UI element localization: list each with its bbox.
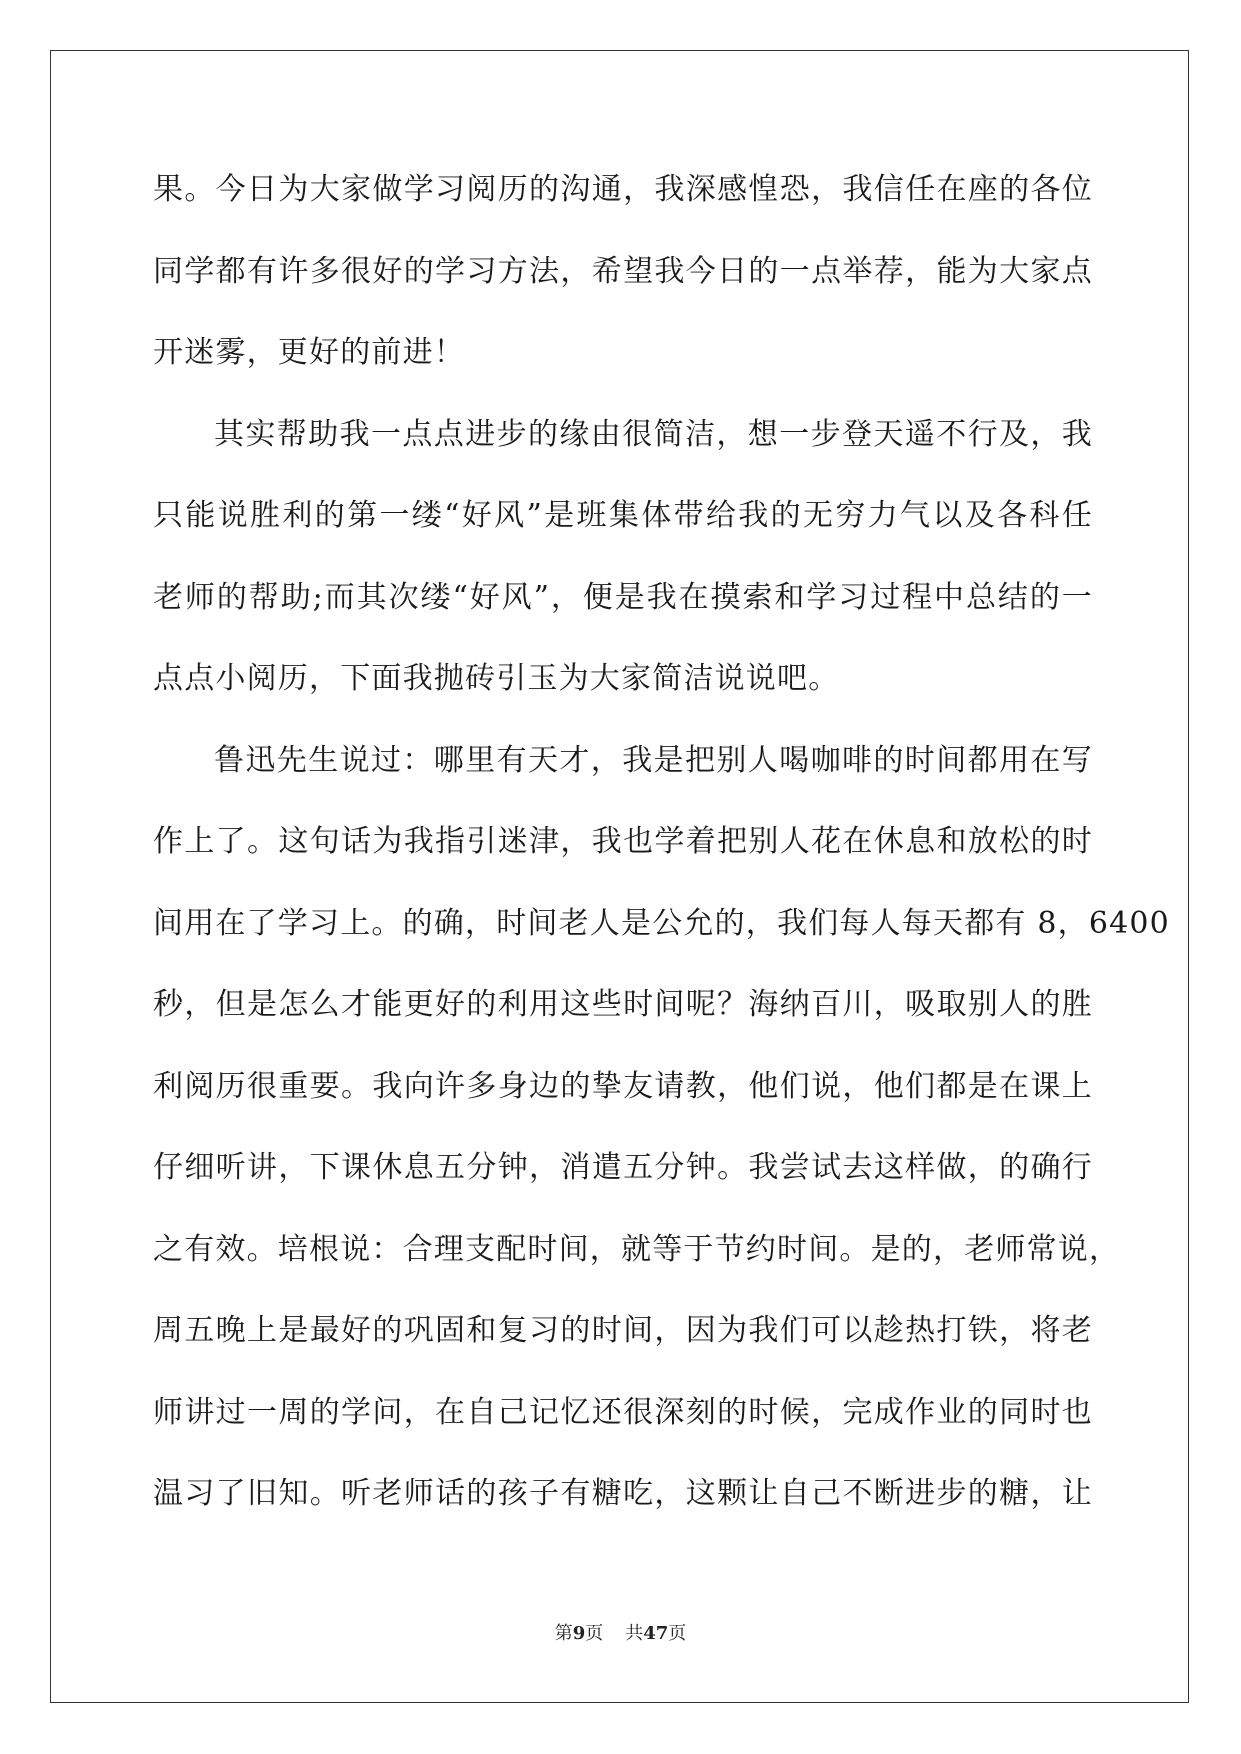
text-line: 作上了。这句话为我指引迷津，我也学着把别人花在休息和放松的时 [153,824,1093,859]
text-line: 开迷雾，更好的前进！ [153,335,465,370]
text-line: 点点小阅历，下面我抛砖引玉为大家简洁说说吧。 [153,661,840,696]
paragraph-first-line: 其实帮助我一点点进步的缘由很简洁，想一步登天遥不行及，我 [214,416,1093,452]
page-number: 9 [572,1623,586,1644]
text-line: 师讲过一周的学问，在自己记忆还很深刻的时候，完成作业的同时也 [153,1394,1093,1430]
paragraph-first-line: 鲁迅先生说过：哪里有天才，我是把别人喝咖啡的时间都用在写 [214,742,1093,778]
text-line: 间用在了学习上。的确，时间老人是公允的，我们每人每天都有 8，6400 [153,905,1170,941]
footer-page-suffix: 页 [585,1623,604,1644]
text-line: 秒，但是怎么才能更好的利用这些时间呢？海纳百川，吸取别人的胜 [153,987,1093,1022]
text-line: 之有效。培根说：合理支配时间，就等于节约时间。是的，老师常说， [153,1231,1121,1267]
page-total: 47 [643,1623,669,1644]
text-line: 周五晚上是最好的巩固和复习的时间，因为我们可以趁热打铁，将老 [153,1313,1093,1348]
footer-total-prefix: 共 [625,1623,644,1644]
text-line: 只能说胜利的第一缕“好风”是班集体带给我的无穷力气以及各科任 [153,498,1093,533]
footer-total-suffix: 页 [668,1623,687,1644]
text-line: 同学都有许多很好的学习方法，希望我今日的一点举荐，能为大家点 [153,253,1093,289]
body-text [153,160,1170,1546]
text-line: 温习了旧知。听老师话的孩子有糖吃，这颗让自己不断进步的糖，让 [153,1476,1093,1511]
page-footer [0,1622,1241,1646]
text-line: 仔细听讲，下课休息五分钟，消遣五分钟。我尝试去这样做，的确行 [153,1150,1093,1185]
text-line: 老师的帮助;而其次缕“好风”，便是我在摸索和学习过程中总结的一 [153,579,1093,615]
footer-prefix: 第 [554,1623,573,1644]
text-line: 利阅历很重要。我向许多身边的挚友请教，他们说，他们都是在课上 [153,1068,1093,1104]
text-line: 果。今日为大家做学习阅历的沟通，我深感惶恐，我信任在座的各位 [153,172,1093,207]
